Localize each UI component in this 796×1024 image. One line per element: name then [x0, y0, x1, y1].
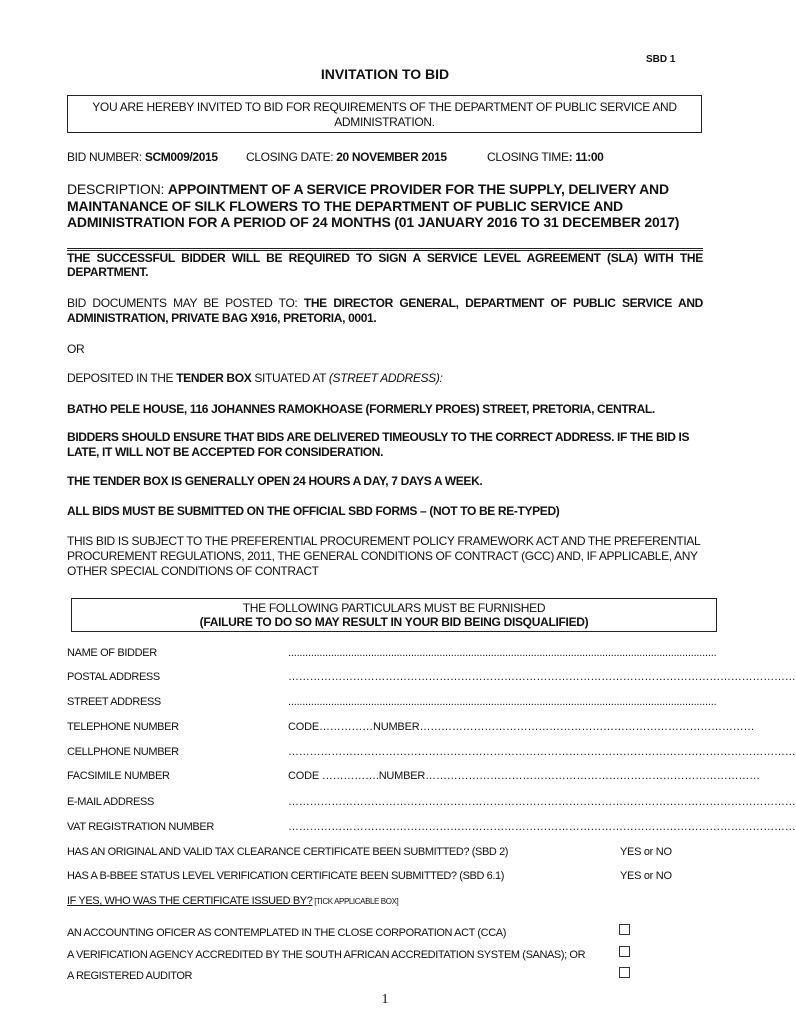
- option-accounting-officer: AN ACCOUNTING OFICER AS CONTEMPLATED IN THE CLOSE CORPORATION ACT (CCA): [67, 927, 506, 939]
- bid-number: BID NUMBER: SCM009/2015: [67, 150, 218, 164]
- particulars-box: [71, 598, 717, 632]
- sbd-forms-notice: ALL BIDS MUST BE SUBMITTED ON THE OFFICIAL SBD FORMS – (NOT TO BE RE-TYPED): [67, 504, 560, 518]
- option-registered-auditor: A REGISTERED AUDITOR: [67, 970, 193, 982]
- tender-hours: THE TENDER BOX IS GENERALLY OPEN 24 HOURS A DAY, 7 DAYS A WEEK.: [67, 474, 483, 488]
- timeous-notice: BIDDERS SHOULD ENSURE THAT BIDS ARE DELIVERED TIMEOUSLY TO THE CORRECT ADDRESS. IF THE BID IS LATE, IT WILL NOT BE ACCEPTED FOR CONSIDERATION.: [67, 430, 690, 459]
- registered-auditor-checkbox[interactable]: [619, 967, 630, 978]
- option-verification-agency: A VERIFICATION AGENCY ACCREDITED BY THE SOUTH AFRICAN ACCREDITATION SYSTEM (SANAS); OR: [67, 949, 586, 961]
- sla-notice: THE SUCCESSFUL BIDDER WILL BE REQUIRED TO SIGN A SERVICE LEVEL AGREEMENT (SLA) WITH THE DEPARTMENT.: [67, 251, 703, 279]
- tax-clearance-question: HAS AN ORIGINAL AND VALID TAX CLEARANCE CERTIFICATE BEEN SUBMITTED? (SBD 2): [67, 846, 509, 858]
- cellphone-number-field[interactable]: ……………………………………………………………………………………………………………………………: [288, 746, 796, 758]
- field-label: CELLPHONE NUMBER: [67, 746, 179, 758]
- street-address: BATHO PELE HOUSE, 116 JOHANNES RAMOKHOASE (FORMERLY PROES) STREET, PRETORIA, CENTRAL.: [67, 402, 655, 416]
- subject-to-text: THIS BID IS SUBJECT TO THE PREFERENTIAL PROCUREMENT POLICY FRAMEWORK ACT AND THE PREFERENTIAL PROCUREMENT REGULATIONS, 2011, THE GENERAL CONDITIONS OF CONTRACT (GCC) AND, IF APPLICABLE, ANY OTHER SPECIAL CONDITIONS OF CONTRACT: [67, 534, 700, 578]
- field-label: STREET ADDRESS: [67, 696, 161, 708]
- bid-description: DESCRIPTION: APPOINTMENT OF A SERVICE PROVIDER FOR THE SUPPLY, DELIVERY AND MAINTANANCE OF SILK FLOWERS TO THE DEPARTMENT OF PUBLIC SERVICE AND ADMINISTRATION FOR A PERIOD OF 24 MONTHS (01 JANUARY 2016 TO 31 DECEMBER 2017): [67, 181, 680, 230]
- street-address-field[interactable]: ......................................................................................................................................................: [288, 696, 717, 708]
- accounting-officer-checkbox[interactable]: [619, 924, 630, 935]
- particulars-heading: THE FOLLOWING PARTICULARS MUST BE FURNISHED: [242, 601, 546, 615]
- field-label: TELEPHONE NUMBER: [67, 721, 179, 733]
- page-number: 1: [381, 992, 389, 1007]
- bbbee-question: HAS A B-BBEE STATUS LEVEL VERIFICATION CERTIFICATE BEEN SUBMITTED? (SBD 6.1): [67, 870, 504, 882]
- field-label: E-MAIL ADDRESS: [67, 796, 154, 808]
- verification-agency-checkbox[interactable]: [619, 946, 630, 957]
- posted-to: BID DOCUMENTS MAY BE POSTED TO: THE DIRECTOR GENERAL, DEPARTMENT OF PUBLIC SERVICE AND ADMINISTRATION, PRIVATE BAG X916, PRETORIA, 0001.: [67, 296, 703, 325]
- page-title: INVITATION TO BID: [320, 66, 450, 82]
- closing-time: CLOSING TIME: 11:00: [487, 150, 604, 164]
- telephone-number-field[interactable]: CODE……………NUMBER…………………………………………………………………………………: [288, 721, 755, 733]
- or-text: OR: [67, 342, 85, 356]
- field-label: NAME OF BIDDER: [67, 647, 157, 659]
- email-address-field[interactable]: ……………………………………………………………………………………………………………………………: [288, 796, 796, 808]
- form-code: SBD 1: [646, 54, 676, 65]
- name-of-bidder-field[interactable]: ......................................................................................................................................................: [288, 647, 717, 659]
- tax-yes-no[interactable]: YES or NO: [620, 846, 672, 858]
- vat-registration-field[interactable]: ……………………………………………………………………………………………………………………………: [288, 821, 796, 833]
- description-rule: [67, 248, 703, 249]
- invitation-box: YOU ARE HEREBY INVITED TO BID FOR REQUIREMENTS OF THE DEPARTMENT OF PUBLIC SERVICE AND ADMINISTRATION.: [67, 95, 702, 133]
- bbbee-yes-no[interactable]: YES or NO: [620, 870, 672, 882]
- issued-by-question: IF YES, WHO WAS THE CERTIFICATE ISSUED BY? [TICK APPLICABLE BOX]: [67, 895, 399, 907]
- postal-address-field[interactable]: ……………………………………………………………………………………………………………………………: [288, 671, 796, 683]
- facsimile-number-field[interactable]: CODE …………….NUMBER…………………………………………………………………………………: [288, 770, 760, 782]
- closing-date: CLOSING DATE: 20 NOVEMBER 2015: [246, 150, 447, 164]
- field-label: VAT REGISTRATION NUMBER: [67, 821, 214, 833]
- field-label: FACSIMILE NUMBER: [67, 770, 170, 782]
- deposit-text: DEPOSITED IN THE TENDER BOX SITUATED AT (STREET ADDRESS):: [67, 371, 443, 385]
- particulars-warning: (FAILURE TO DO SO MAY RESULT IN YOUR BID BEING DISQUALIFIED): [199, 615, 589, 629]
- field-label: POSTAL ADDRESS: [67, 671, 160, 683]
